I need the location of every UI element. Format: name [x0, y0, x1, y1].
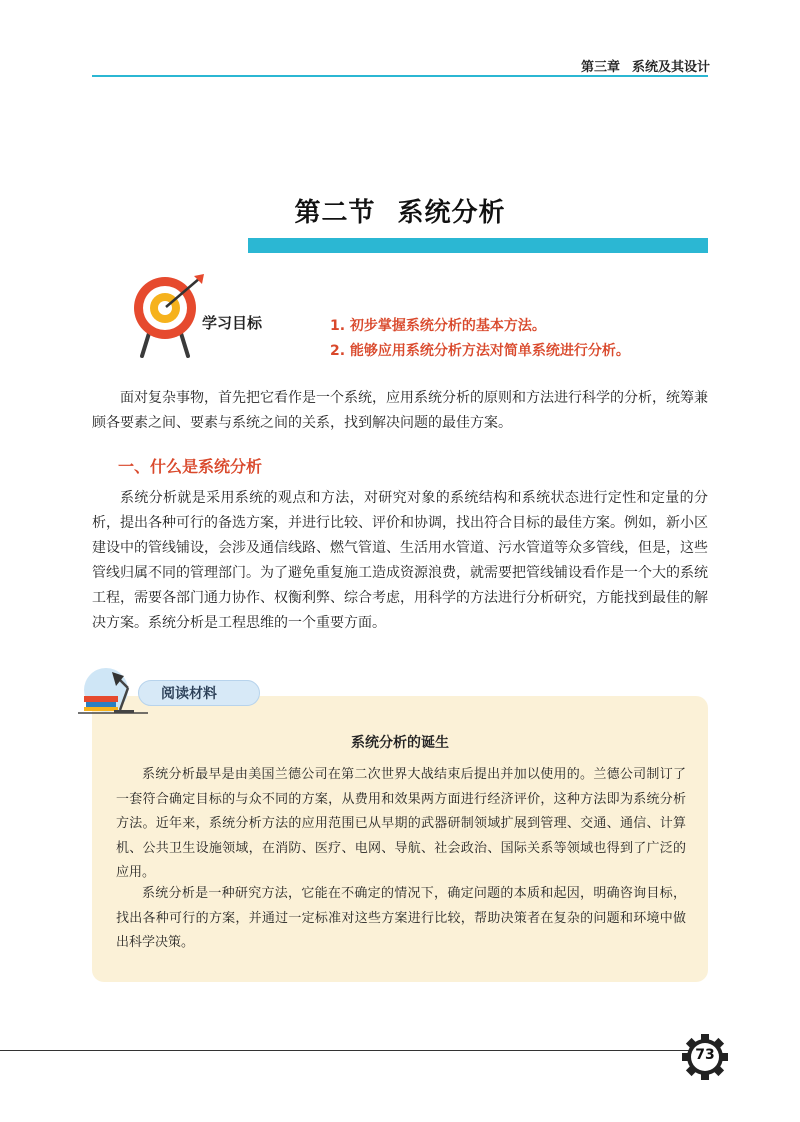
header-rule [92, 75, 708, 77]
subsection-paragraph: 系统分析就是采用系统的观点和方法，对研究对象的系统结构和系统状态进行定性和定量的分析，提出各种可行的备选方案，并进行比较、评价和协调，找出符合目标的最佳方案。例如，新小区建设中的管线铺设，会涉及通信线路、燃气管道、生活用水管道、污水管道等众多管线，但是，这些管线归属不同的管理部门。为了避免重复施工造成资源浪费，就需要把管线铺设看作是一个大的系统工程，需要各部门通力协作、权衡利弊、综合考虑，用科学的方法进行分析研究，方能找到最佳的解决方案。系统分析是工程思维的一个重要方面。 [92, 490, 708, 631]
desk-lamp-icon [78, 666, 148, 716]
reading-tab: 阅读材料 [138, 680, 260, 706]
footer-rule [0, 1050, 690, 1051]
section-number: 第二节 [294, 198, 376, 228]
section-title-bar [248, 238, 708, 253]
objective-item: 2. 能够应用系统分析方法对简单系统进行分析。 [330, 343, 630, 359]
header-chapter-title: 系统及其设计 [631, 60, 710, 75]
intro-paragraph: 面对复杂事物，首先把它看作是一个系统，应用系统分析的原则和方法进行科学的分析，统筹兼顾各要素之间、要素与系统之间的关系，找到解决问题的最佳方案。 [92, 390, 708, 431]
header-chapter: 第三章 [580, 60, 620, 75]
objectives-label: 学习目标 [202, 314, 263, 332]
reading-paragraph: 系统分析最早是由美国兰德公司在第二次世界大战结束后提出并加以使用的。兰德公司制订了一套符合确定目标的与众不同的方案，从费用和效果两方面进行经济评价，这种方法即为系统分析方法。近年来，系统分析方法的应用范围已从早期的武器研制领域扩展到管理、交通、通信、计算机、公共卫生设施领域，在消防、医疗、电网、导航、社会政治、国际关系等领域也得到了广泛的应用。 [116, 767, 686, 880]
reading-title: 系统分析的诞生 [351, 735, 449, 751]
running-header [560, 56, 710, 75]
page-number: 73 [695, 1047, 715, 1063]
target-icon [128, 270, 212, 358]
objective-item: 1. 初步掌握系统分析的基本方法。 [330, 318, 546, 334]
reading-paragraph: 系统分析是一种研究方法，它能在不确定的情况下，确定问题的本质和起因，明确咨询目标，找出各种可行的方案，并通过一定标准对这些方案进行比较，帮助决策者在复杂的问题和环境中做出科学决策。 [116, 886, 686, 950]
subsection-heading: 一、什么是系统分析 [118, 457, 263, 476]
section-title-text: 系统分析 [397, 198, 506, 228]
objectives-list [330, 314, 630, 364]
section-title [250, 192, 550, 229]
